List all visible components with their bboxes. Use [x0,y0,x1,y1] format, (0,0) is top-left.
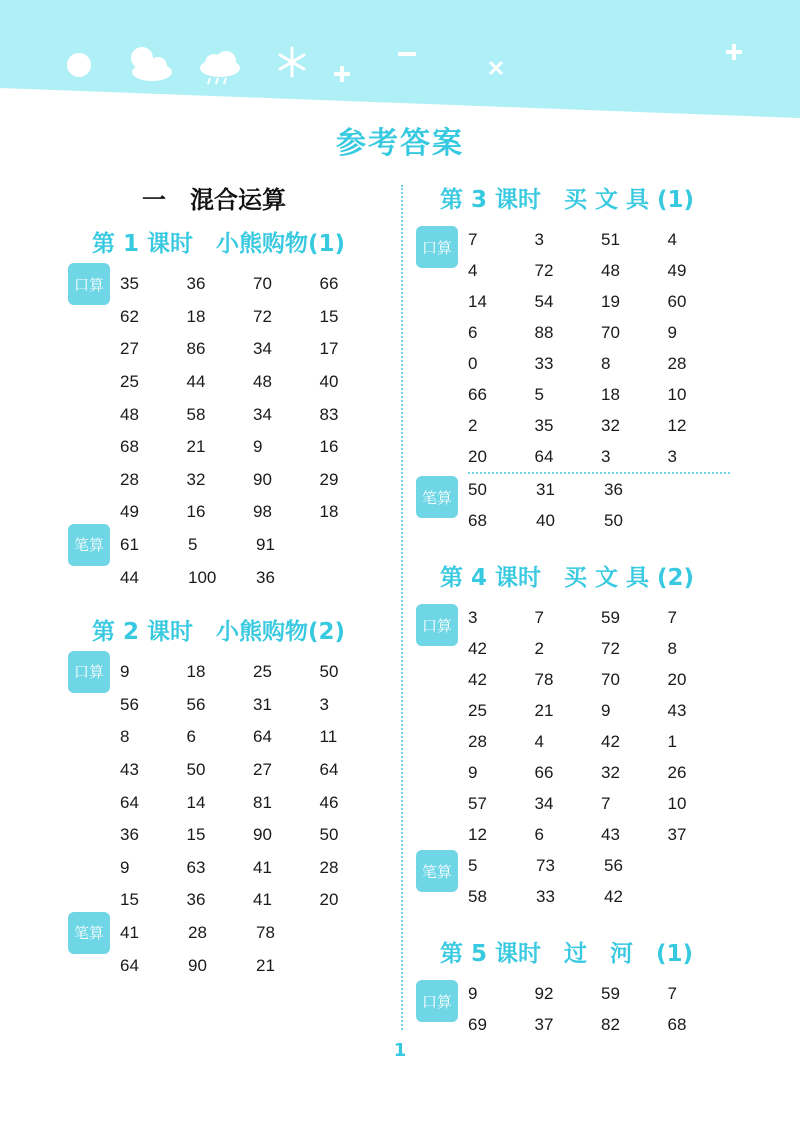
answer-cell: 25 [253,662,272,682]
answer-cell: 90 [253,469,272,489]
answer-cell: 15 [319,306,339,326]
banner-background [0,0,800,125]
answer-cell: 29 [319,469,339,489]
answer-cell: 68 [468,510,487,530]
answer-cell: 56 [604,855,623,875]
answer-cell: 9 [667,322,677,342]
answer-cell: 59 [601,983,620,1003]
answer-cell: 86 [186,339,206,359]
answer-cell: 60 [667,291,687,311]
answer-cell: 9 [120,662,130,682]
answer-row [468,881,734,912]
times-icon [488,60,504,76]
answer-rows [120,529,386,594]
page-number: 1 [393,1040,407,1061]
answer-cell: 34 [253,339,272,359]
answer-row [468,505,734,536]
lesson-title: 第 2 课时 小熊购物(2) [92,618,346,645]
header-banner [0,0,800,125]
answer-row [468,317,734,348]
answer-cell: 4 [534,731,544,751]
answer-cell: 3 [601,446,611,466]
answer-cell: 37 [534,1014,554,1034]
answer-cell: 70 [601,669,620,689]
answer-row [120,721,386,754]
group-label: 笔算 [416,476,458,518]
answer-cell: 31 [253,694,272,714]
answer-rows [120,917,386,982]
answer-cell: 72 [601,638,620,658]
answer-cell: 59 [601,607,620,627]
answer-rows [468,224,734,472]
answer-row [468,664,734,695]
answer-cell: 28 [120,469,139,489]
snowflake-icon [276,46,308,78]
answer-cell: 82 [601,1014,620,1034]
answer-cell: 12 [667,415,687,435]
answer-cell: 36 [256,567,275,587]
answer-cell: 40 [319,372,339,392]
answer-cell: 34 [534,793,554,813]
group-label: 口算 [416,980,458,1022]
answer-cell: 9 [253,437,263,457]
answer-cell: 3 [667,446,677,466]
answer-cell: 34 [253,404,272,424]
answer-cell: 36 [186,274,206,294]
answer-cell: 41 [253,857,272,877]
answer-row [120,754,386,787]
answer-cell: 20 [468,446,487,466]
answer-cell: 14 [186,792,206,812]
answer-cell: 4 [468,260,478,280]
answer-rows [468,850,734,912]
answer-cell: 0 [468,353,478,373]
minus-icon [398,50,416,58]
answer-cell: 36 [186,890,206,910]
answer-cell: 63 [186,857,206,877]
answer-cell: 15 [186,825,206,845]
answer-row [468,602,734,633]
answer-row [120,464,386,497]
answer-cell: 90 [253,825,272,845]
answer-row [468,633,734,664]
lesson-title: 第 3 课时 买 文 具 (1) [440,187,695,213]
answer-cell: 18 [186,662,206,682]
answer-cell: 25 [120,372,139,392]
answer-row [468,348,734,379]
right-column [414,176,734,1040]
answer-cell: 5 [534,384,544,404]
left-column [66,180,386,982]
answer-cell: 42 [604,886,623,906]
answer-cell: 7 [667,983,677,1003]
answer-group [414,850,734,912]
answer-cell: 50 [319,662,339,682]
answer-cell: 92 [534,983,554,1003]
answer-row [120,496,386,529]
answer-cell: 7 [534,607,544,627]
answer-cell: 72 [534,260,554,280]
answer-cell: 7 [601,793,611,813]
answer-group [414,602,734,850]
answer-row [120,561,386,594]
answer-cell: 64 [253,727,272,747]
answer-cell: 50 [186,760,206,780]
answer-cell: 44 [120,567,139,587]
answer-cell: 42 [468,638,487,658]
answer-cell: 8 [601,353,611,373]
answer-cell: 37 [667,824,687,844]
answer-cell: 50 [468,479,487,499]
answer-cell: 19 [601,291,620,311]
answer-cell: 3 [468,607,478,627]
answer-cell: 46 [319,792,339,812]
answer-cell: 32 [186,469,206,489]
answer-cell: 58 [186,404,206,424]
answer-cell: 9 [120,857,130,877]
answer-cell: 48 [601,260,620,280]
answer-cell: 49 [667,260,687,280]
answer-cell: 69 [468,1014,487,1034]
answer-cell: 70 [601,322,620,342]
lesson-title: 第 4 课时 买 文 具 (2) [440,565,695,591]
answer-cell: 21 [256,955,275,975]
answer-cell: 48 [253,372,272,392]
answer-cell: 70 [253,274,272,294]
answer-group [66,917,386,982]
group-label: 口算 [68,651,110,693]
lesson-title: 第 1 课时 小熊购物(1) [92,231,346,257]
page-title: 参考答案 [336,126,464,161]
answer-row [468,286,734,317]
answer-cell: 48 [120,404,139,424]
answer-row [468,978,734,1009]
answer-cell: 62 [120,306,139,326]
answer-cell: 6 [534,824,544,844]
answer-row [468,850,734,881]
answer-cell: 27 [120,339,139,359]
answer-cell: 27 [253,760,272,780]
answer-cell: 66 [319,274,339,294]
answer-cell: 35 [120,274,139,294]
answer-cell: 56 [186,694,206,714]
answer-row [120,852,386,885]
answer-cell: 18 [319,502,339,522]
answer-cell: 41 [120,922,139,942]
answer-row [468,726,734,757]
answer-cell: 61 [120,535,139,555]
answer-cell: 66 [468,384,487,404]
group-label: 笔算 [68,912,110,954]
answer-cell: 14 [468,291,487,311]
answer-cell: 50 [319,825,339,845]
answer-row [468,788,734,819]
answer-cell: 25 [468,700,487,720]
answer-cell: 64 [534,446,554,466]
answer-cell: 6 [186,727,196,747]
answer-cell: 26 [667,762,687,782]
answer-cell: 15 [120,890,139,910]
answer-row [468,441,734,472]
answer-row [120,398,386,431]
answer-cell: 2 [534,638,544,658]
answer-row [120,917,386,950]
group-label: 口算 [68,263,110,305]
answer-cell: 40 [536,510,555,530]
lesson-title: 第 5 课时 过 河 (1) [440,941,694,967]
answer-cell: 3 [319,694,329,714]
answer-cell: 42 [601,731,620,751]
answer-cell: 10 [667,793,687,813]
answer-cell: 9 [468,762,478,782]
sun-cloud-icon [124,44,176,84]
answer-cell: 98 [253,502,272,522]
answer-cell: 10 [667,384,687,404]
answer-row [120,366,386,399]
answer-cell: 31 [536,479,555,499]
answer-rows [120,268,386,529]
answer-row [468,224,734,255]
answer-cell: 78 [534,669,554,689]
answer-cell: 57 [468,793,487,813]
answer-cell: 11 [319,727,338,747]
answer-cell: 18 [601,384,620,404]
answer-cell: 8 [667,638,677,658]
column-divider [401,185,403,1030]
answer-row [468,255,734,286]
answer-rows [468,978,734,1040]
answer-row [468,410,734,441]
answer-row [120,884,386,917]
answer-cell: 36 [604,479,623,499]
answer-cell: 20 [667,669,687,689]
answer-row [468,757,734,788]
answer-cell: 43 [667,700,687,720]
unit-title: 一 混合运算 [142,186,286,214]
answer-cell: 2 [468,415,478,435]
answer-rows [120,656,386,917]
answer-cell: 28 [468,731,487,751]
answer-row [120,301,386,334]
answer-cell: 66 [534,762,554,782]
answer-cell: 1 [667,731,677,751]
answer-row [120,949,386,982]
answer-row [468,695,734,726]
group-label: 口算 [416,226,458,268]
answer-row [120,529,386,562]
answer-group [414,474,734,536]
answer-cell: 4 [667,229,677,249]
answer-cell: 21 [186,437,206,457]
answer-cell: 83 [319,404,339,424]
answer-cell: 16 [319,437,339,457]
plus-icon [724,42,744,62]
answer-cell: 32 [601,415,620,435]
answer-cell: 49 [120,502,139,522]
answer-cell: 28 [319,857,339,877]
answer-cell: 33 [536,886,555,906]
answer-group [66,529,386,594]
group-label: 笔算 [416,850,458,892]
answer-rows [468,474,734,536]
answer-cell: 100 [188,567,217,587]
answer-row [468,1009,734,1040]
answer-group [66,268,386,529]
answer-cell: 12 [468,824,487,844]
answer-cell: 20 [319,890,339,910]
answer-row [120,656,386,689]
sun-icon [64,50,94,80]
answer-cell: 28 [188,922,207,942]
answer-row [468,379,734,410]
answer-row [468,819,734,850]
group-label: 口算 [416,604,458,646]
answer-cell: 64 [319,760,339,780]
answer-cell: 68 [120,437,139,457]
answer-row [468,474,734,505]
answer-cell: 3 [534,229,544,249]
answer-cell: 5 [468,855,478,875]
answer-cell: 91 [256,535,275,555]
answer-cell: 7 [468,229,478,249]
answer-cell: 18 [186,306,206,326]
answer-cell: 8 [120,727,130,747]
answer-cell: 50 [604,510,623,530]
answer-cell: 6 [468,322,478,342]
answer-row [120,786,386,819]
plus-icon [332,64,352,84]
rain-cloud-icon [196,48,244,88]
answer-cell: 44 [186,372,206,392]
answer-cell: 54 [534,291,554,311]
answer-cell: 9 [468,983,478,1003]
answer-cell: 64 [120,792,139,812]
answer-cell: 72 [253,306,272,326]
answer-row [120,333,386,366]
answer-group [66,656,386,917]
answer-cell: 78 [256,922,275,942]
answer-cell: 41 [253,890,272,910]
answer-cell: 33 [534,353,554,373]
answer-row [120,689,386,722]
answer-cell: 68 [667,1014,687,1034]
answer-cell: 17 [319,339,339,359]
answer-cell: 73 [536,855,555,875]
answer-cell: 5 [188,535,198,555]
answer-cell: 9 [601,700,611,720]
answer-row [120,431,386,464]
answer-cell: 35 [534,415,554,435]
answer-cell: 43 [601,824,620,844]
answer-cell: 56 [120,694,139,714]
answer-row [120,268,386,301]
answer-cell: 88 [534,322,554,342]
answer-cell: 81 [253,792,272,812]
answer-rows [468,602,734,850]
answer-cell: 42 [468,669,487,689]
answer-cell: 32 [601,762,620,782]
answer-cell: 16 [186,502,206,522]
answer-cell: 43 [120,760,139,780]
group-label: 笔算 [68,524,110,566]
answer-cell: 7 [667,607,677,627]
answer-cell: 36 [120,825,139,845]
answer-row [120,819,386,852]
answer-cell: 21 [534,700,554,720]
answer-group [414,224,734,472]
answer-cell: 64 [120,955,139,975]
answer-cell: 28 [667,353,687,373]
answer-cell: 51 [601,229,620,249]
answer-cell: 90 [188,955,207,975]
answer-cell: 58 [468,886,487,906]
answer-group [414,978,734,1040]
